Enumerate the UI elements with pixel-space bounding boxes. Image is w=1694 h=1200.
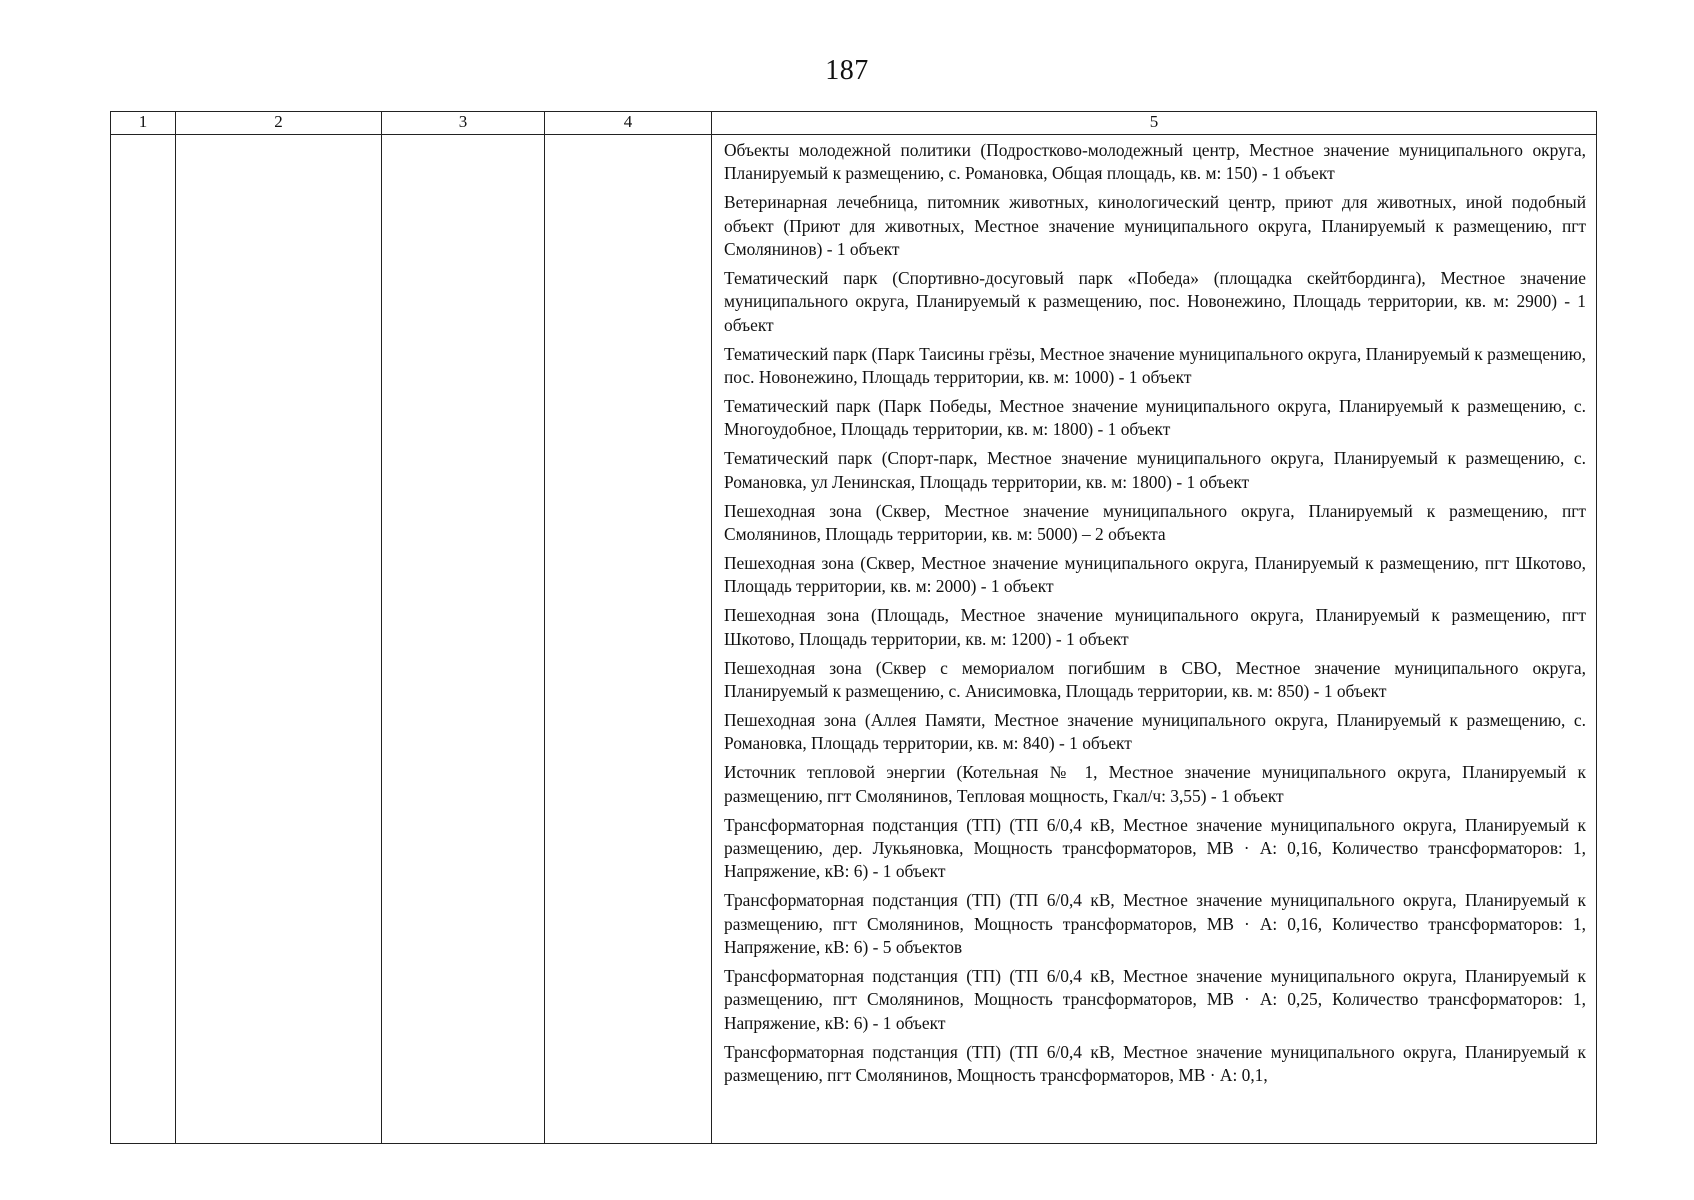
column-header-2: 2 (176, 112, 382, 135)
document-table (110, 111, 1597, 1144)
list-item: Трансформаторная подстанция (ТП) (ТП 6/0,4 кВ, Местное значение муниципального округа, Планируемый к размещению, пгт Смолянинов, Мощность трансформаторов, МВ · А: 0,25, Количество трансформаторов: 1, Напряжение, кВ: 6) - 1 объект (724, 966, 1586, 1033)
page-number: 187 (825, 55, 869, 86)
column-header-1: 1 (111, 112, 176, 135)
table-row (111, 135, 1597, 1144)
list-item: Тематический парк (Спортивно-досуговый парк «Победа» (площадка скейтбординга), Местное значение муниципального округа, Планируемый к размещению, пос. Новонежино, Площадь территории, кв. м: 2900) - 1 объект (724, 268, 1586, 335)
cell-column-2 (176, 135, 382, 1144)
list-item: Ветеринарная лечебница, питомник животных, кинологический центр, приют для животных, иной подобный объект (Приют для животных, Местное значение муниципального округа, Планируемый к размещению, пгт Смолянинов) - 1 объект (724, 192, 1586, 260)
cell-column-1 (111, 135, 176, 1144)
list-item: Тематический парк (Спорт-парк, Местное значение муниципального округа, Планируемый к размещению, с. Романовка, ул Ленинская, Площадь территории, кв. м: 1800) - 1 объект (724, 448, 1586, 492)
column-header-3: 3 (382, 112, 545, 135)
list-item: Пешеходная зона (Аллея Памяти, Местное значение муниципального округа, Планируемый к размещению, с. Романовка, Площадь территории, кв. м: 840) - 1 объект (724, 709, 1586, 754)
cell-column-5 (712, 135, 1597, 1144)
entries-list (724, 139, 1586, 1139)
list-item: Источник тепловой энергии (Котельная № 1, Местное значение муниципального округа, Планируемый к размещению, пгт Смолянинов, Тепловая мощность, Гкал/ч: 3,55) - 1 объект (724, 762, 1586, 806)
cell-column-4 (545, 135, 712, 1144)
table-header-row (111, 112, 1597, 135)
column-header-4: 4 (545, 112, 712, 135)
list-item: Пешеходная зона (Сквер с мемориалом погибшим в СВО, Местное значение муниципального округа, Планируемый к размещению, с. Анисимовка, Площадь территории, кв. м: 850) - 1 объект (724, 657, 1586, 702)
list-item: Тематический парк (Парк Победы, Местное значение муниципального округа, Планируемый к размещению, с. Многоудобное, Площадь территории, кв. м: 1800) - 1 объект (724, 396, 1586, 440)
list-item: Трансформаторная подстанция (ТП) (ТП 6/0,4 кВ, Местное значение муниципального округа, Планируемый к размещению, пгт Смолянинов, Мощность трансформаторов, МВ · А: 0,1, (724, 1041, 1586, 1086)
list-item: Объекты молодежной политики (Подростково-молодежный центр, Местное значение муниципального округа, Планируемый к размещению, с. Романовка, Общая площадь, кв. м: 150) - 1 объект (724, 140, 1586, 184)
list-item: Трансформаторная подстанция (ТП) (ТП 6/0,4 кВ, Местное значение муниципального округа, Планируемый к размещению, дер. Лукьяновка, Мощность трансформаторов, МВ · А: 0,16, Количество трансформаторов: 1, Напряжение, кВ: 6) - 1 объект (724, 814, 1586, 882)
cell-column-3 (382, 135, 545, 1144)
list-item: Трансформаторная подстанция (ТП) (ТП 6/0,4 кВ, Местное значение муниципального округа, Планируемый к размещению, пгт Смолянинов, Мощность трансформаторов, МВ · А: 0,16, Количество трансформаторов: 1, Напряжение, кВ: 6) - 5 объектов (724, 890, 1586, 958)
column-header-5: 5 (712, 112, 1597, 135)
list-item: Пешеходная зона (Сквер, Местное значение муниципального округа, Планируемый к размещению, пгт Смолянинов, Площадь территории, кв. м: 5000) – 2 объекта (724, 500, 1586, 545)
list-item: Тематический парк (Парк Таисины грёзы, Местное значение муниципального округа, Планируемый к размещению, пос. Новонежино, Площадь территории, кв. м: 1000) - 1 объект (724, 343, 1586, 388)
list-item: Пешеходная зона (Площадь, Местное значение муниципального округа, Планируемый к размещению, пгт Шкотово, Площадь территории, кв. м: 1200) - 1 объект (724, 605, 1586, 649)
list-item: Пешеходная зона (Сквер, Местное значение муниципального округа, Планируемый к размещению, пгт Шкотово, Площадь территории, кв. м: 2000) - 1 объект (724, 553, 1586, 597)
